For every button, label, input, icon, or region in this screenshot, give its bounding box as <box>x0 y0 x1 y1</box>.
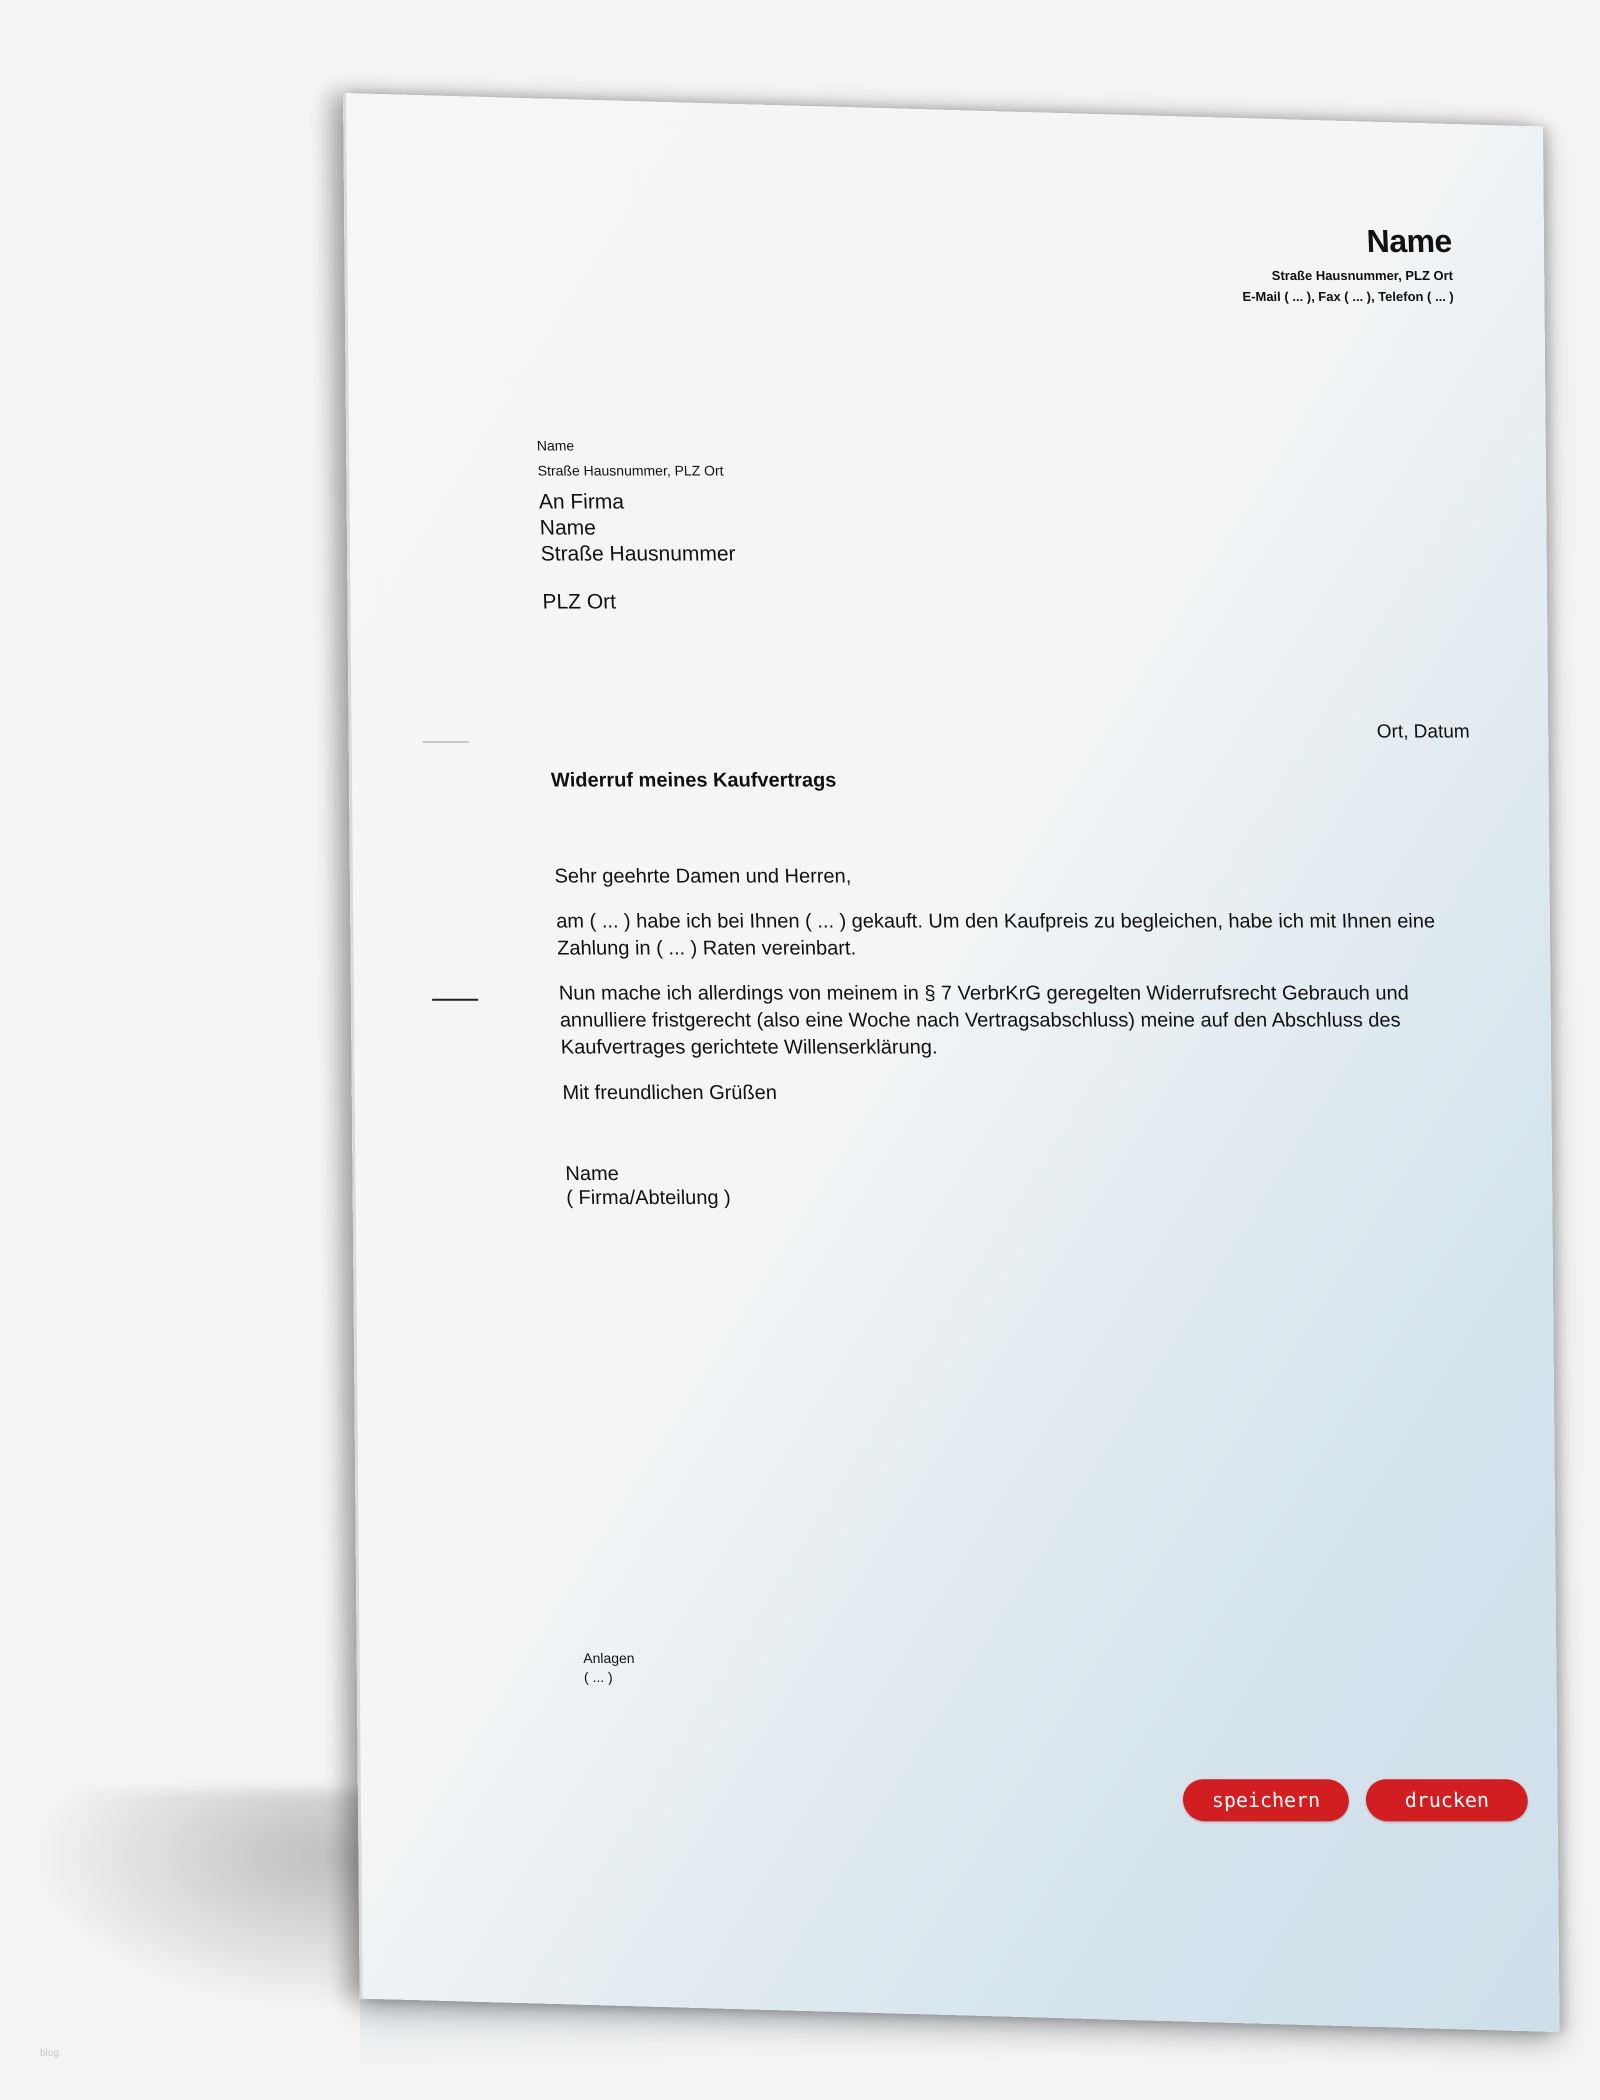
recipient-line-company: An Firma <box>538 490 625 514</box>
sender-contact: E-Mail ( ... ), Fax ( ... ), Telefon ( ... ) <box>1242 289 1454 305</box>
recipient-gap <box>541 567 737 589</box>
letterhead <box>1240 223 1454 304</box>
punch-mark <box>432 999 478 1001</box>
print-button[interactable]: drucken <box>1365 1779 1528 1821</box>
signature-name: Name <box>565 1162 620 1185</box>
letter-content <box>346 93 1600 1999</box>
letter-subject: Widerruf meines Kaufvertrags <box>550 769 837 792</box>
fold-mark <box>423 742 469 743</box>
closing: Mit freundlichen Grüßen <box>562 1081 778 1104</box>
enclosures-label: Anlagen <box>582 1650 635 1667</box>
return-address-name: Name <box>536 437 575 454</box>
return-address <box>536 433 724 483</box>
save-button[interactable]: speichern <box>1182 1779 1349 1821</box>
sender-name: Name <box>1365 223 1453 260</box>
signature-block <box>565 1162 731 1210</box>
enclosures-value: ( ... ) <box>583 1669 613 1686</box>
letter-body <box>554 864 1463 1125</box>
signature-department: ( Firma/Abteilung ) <box>565 1186 732 1209</box>
recipient-line-city: PLZ Ort <box>542 590 617 614</box>
body-paragraph: Nun mache ich allerdings von meinem in § 7 VerbrKrG geregelten Widerrufsrecht Gebrauch und annulliere fristgerecht (also eine Woche nach Vertragsabschluss) meine auf den Abschluss des Kaufvertrages gerichtete Willenserklärung. <box>558 982 1410 1059</box>
letter-sheet <box>343 93 1560 2032</box>
return-address-street: Straße Hausnummer, PLZ Ort <box>537 462 724 479</box>
floor-shadow <box>30 1790 410 2010</box>
recipient-line-street: Straße Hausnummer <box>540 542 736 566</box>
enclosures <box>583 1649 636 1687</box>
recipient-address <box>538 489 737 615</box>
watermark: blog <box>40 2048 59 2059</box>
sender-address: Straße Hausnummer, PLZ Ort <box>1271 268 1454 284</box>
body-paragraph: am ( ... ) habe ich bei Ihnen ( ... ) gekauft. Um den Kaufpreis zu begleichen, habe ich mit Ihnen eine Zahlung in ( ... ) Raten vereinbart. <box>555 910 1436 960</box>
letter-date: Ort, Datum <box>1376 721 1471 743</box>
recipient-line-name: Name <box>539 516 597 540</box>
salutation: Sehr geehrte Damen und Herren, <box>554 865 852 888</box>
